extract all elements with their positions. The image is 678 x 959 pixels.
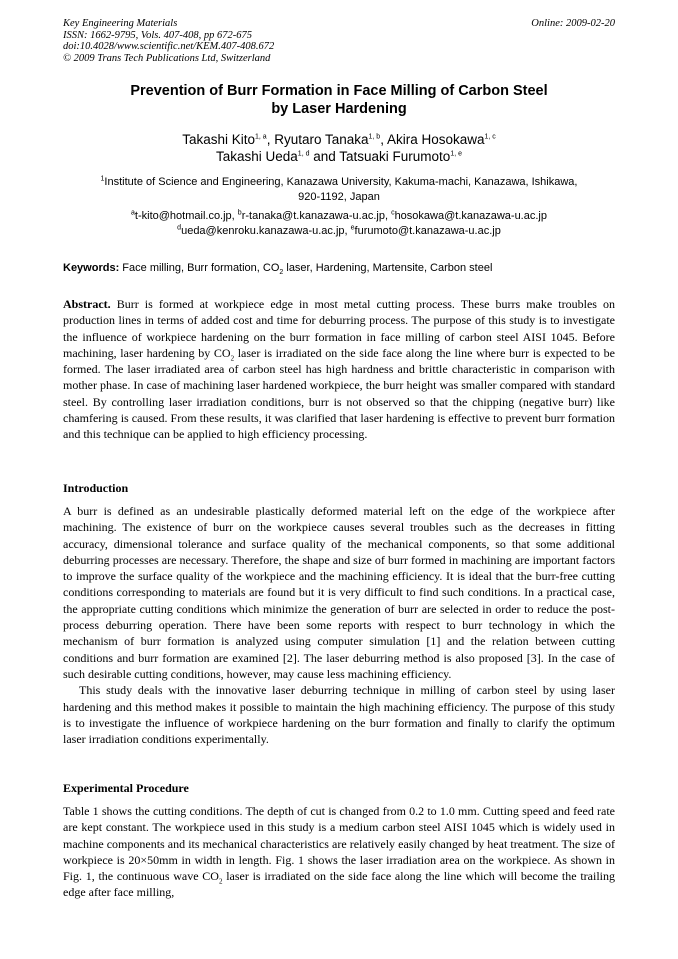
journal-header xyxy=(63,18,274,64)
paragraph: This study deals with the innovative laser deburring technique in milling of carbon steel by using laser hardening and this method makes it possible to maintain the high machining efficiency. The purpose of this study is to investigate the influence of workpiece hardening on the burr formation and finally to clarify the optimum laser irradiation conditions experimentally. xyxy=(63,683,615,747)
author-name: Takashi Kito xyxy=(182,132,255,147)
author-affil-mark: 1, d xyxy=(297,150,310,158)
author-name: , Akira Hosokawa xyxy=(380,132,485,147)
subscript: 2 xyxy=(230,354,235,363)
affil-mark: 1 xyxy=(100,175,105,183)
author-name: Takashi Ueda xyxy=(215,149,298,164)
author-name: , Ryutaro Tanaka xyxy=(266,132,369,147)
title-line-2: by Laser Hardening xyxy=(271,101,407,117)
keywords-label: Keywords: xyxy=(63,262,120,274)
author-line-1 xyxy=(63,131,615,148)
abstract-text: Burr is formed at workpiece edge in most metal cutting process. These burrs make troubles on production lines in terms of added cost and time for deburring process. The purpose of this study is to investigate the influence of workpiece hardening on the burr formation in face milling of carbon steel AISI 1045. Before machining, laser hardening by CO xyxy=(63,297,615,360)
paper-title xyxy=(63,82,615,118)
introduction-body xyxy=(63,503,615,747)
title-line-1: Prevention of Burr Formation in Face Milling of Carbon Steel xyxy=(130,83,548,99)
email-mark: d xyxy=(177,224,182,232)
paragraph: Table 1 shows the cutting conditions. The depth of cut is changed from 0.2 to 1.0 mm. Cutting speed and feed rate are kept constant. The workpiece used in this study is a medium carbon steel AISI 1045 which is widely used in machine components and its mechanical characteristics are relatively easily changed by heat treatment. The size of workpiece is 20×50mm in width in length. Fig. 1 shows the laser irradiation area on the workpiece. As shown in Fig. 1, the continuous wave CO xyxy=(63,804,615,884)
author-affil-mark: 1, e xyxy=(450,150,462,158)
affil-line-2: 920-1192, Japan xyxy=(298,191,380,203)
abstract-label: Abstract. xyxy=(63,297,111,311)
keywords-text-2: laser, Hardening, Martensite, Carbon steel xyxy=(283,262,493,274)
author-emails xyxy=(63,209,615,239)
email-link[interactable]: r-tanaka@t.kanazawa-u.ac.jp, xyxy=(241,210,392,222)
email-link[interactable]: ueda@kenroku.kanazawa-u.ac.jp, xyxy=(181,225,351,237)
email-mark: b xyxy=(237,209,242,217)
section-heading-experimental: Experimental Procedure xyxy=(63,781,189,795)
abstract-text-2: laser is irradiated on the side face along the line where burr is expected to be formed. The laser irradiated area of carbon steel has high hardness and brittle characteristic in comparison with mother phase. In case of machining laser hardened workpiece, the burr height was smaller compared with standard steel. By controlling laser irradiation conditions, burr is not observed so that the chipping (negative burr) like chamfering is caused. From these results, it was clarified that laser hardening is effective to prevent burr formation and this technique can be applied to high efficiency processing. xyxy=(63,345,615,442)
experimental-body xyxy=(63,803,615,901)
keywords-text: Face milling, Burr formation, CO xyxy=(119,262,280,274)
email-line-2 xyxy=(63,224,615,239)
paragraph-cont: laser is irradiated on the side face along the line which will become the trailing edge after face milling, xyxy=(63,869,615,900)
copyright-line: © 2009 Trans Tech Publications Ltd, Switzerland xyxy=(63,52,271,64)
author-affil-mark: 1, c xyxy=(484,133,496,141)
author-line-2 xyxy=(63,148,615,165)
doi-line[interactable]: doi:10.4028/www.scientific.net/KEM.407-408.672 xyxy=(63,41,275,52)
email-mark: a xyxy=(131,209,135,217)
email-mark: c xyxy=(391,209,395,217)
issn-line: ISSN: 1662-9795, Vols. 407-408, pp 672-675 xyxy=(63,29,252,41)
author-name: and Tatsuaki Furumoto xyxy=(309,149,451,164)
abstract xyxy=(63,296,615,443)
keywords xyxy=(63,261,615,276)
online-date: Online: 2009-02-20 xyxy=(531,18,615,29)
author-affil-mark: 1, a xyxy=(255,133,267,141)
affiliation xyxy=(63,175,615,205)
email-line-1 xyxy=(63,209,615,224)
email-link[interactable]: t-kito@hotmail.co.jp, xyxy=(134,210,238,222)
subscript: 2 xyxy=(279,269,284,277)
affil-line-1: Institute of Science and Engineering, Kanazawa University, Kakuma-machi, Kanazawa, Ishikawa, xyxy=(104,176,578,188)
section-heading-introduction: Introduction xyxy=(63,481,129,495)
author-list xyxy=(63,131,615,165)
paragraph: A burr is defined as an undesirable plastically deformed material left on the edge of the workpiece after machining. The existence of burr on the workpiece causes several troubles such as the decreases in fitting accuracy, dimensional tolerance and surface quality of the mechanical components, so that some additional deburring processes are necessary. Therefore, the shape and size of burr formed in machining are important factors to improve the surface quality of the workpiece and the machining efficiency. It is ideal that the burr-free cutting conditions corresponding to materials are found but it is very difficult to find such conditions. In a practical case, the appropriate cutting conditions which minimize the generation of burr are selected in order to reduce the post-process deburring operation. There have been some reports with respect to burr technology in which the mechanism of burr formation is analyzed using computer simulation [1] and the relation between cutting conditions and burr formation are examined [2]. The laser deburring method is also proposed [3]. In the case of such desirable cutting conditions, however, may cause less machining efficiency. xyxy=(63,504,615,681)
subscript: 2 xyxy=(218,877,223,886)
email-link[interactable]: furumoto@t.kanazawa-u.ac.jp xyxy=(354,225,501,237)
email-mark: e xyxy=(350,224,355,232)
journal-name: Key Engineering Materials xyxy=(63,18,178,29)
email-link[interactable]: hosokawa@t.kanazawa-u.ac.jp xyxy=(394,210,547,222)
author-affil-mark: 1, b xyxy=(368,133,381,141)
